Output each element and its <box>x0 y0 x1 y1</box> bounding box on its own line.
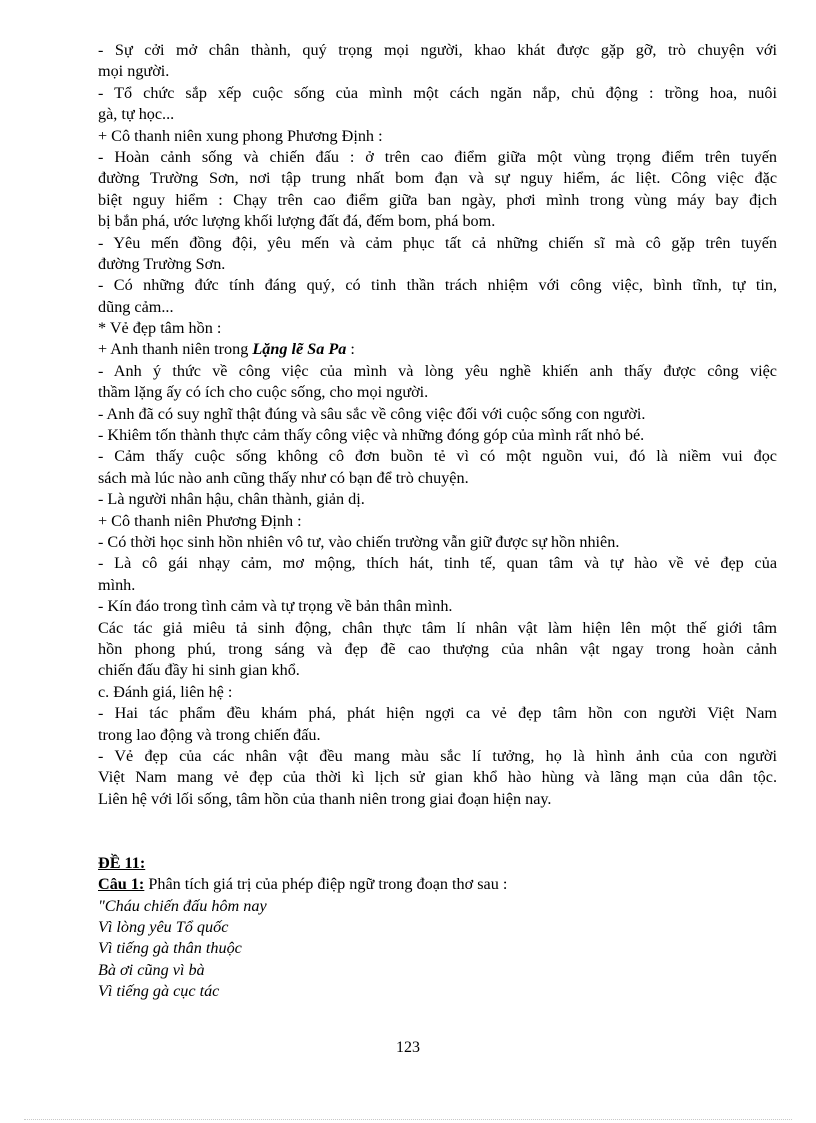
text-line-anh-thanh-nien: + Anh thanh niên trong Lặng lẽ Sa Pa : <box>98 340 355 359</box>
text-line: mọi người. <box>98 62 170 81</box>
text-line: đường Trường Sơn, nơi tập trung nhất bom đạn và sự nguy hiểm, ác liệt. Công việc đặc <box>98 169 777 188</box>
text-line: Liên hệ với lối sống, tâm hồn của thanh niên trong giai đoạn hiện nay. <box>98 789 552 808</box>
text-line: - Hai tác phẩm đều khám phá, phát hiện ngợi ca vẻ đẹp tâm hồn con người Việt Nam <box>98 704 777 723</box>
text-line: Việt Nam mang vẻ đẹp của thời kì lịch sử gian khổ hào hùng và lãng mạn của dân tộc. <box>98 768 777 787</box>
question-text: Phân tích giá trị của phép điệp ngữ trong đoạn thơ sau : <box>144 875 508 894</box>
text-line: trong lao động và trong chiến đấu. <box>98 725 321 744</box>
text-line: + Cô thanh niên xung phong Phương Định : <box>98 126 383 145</box>
section-heading: ĐỀ 11: <box>98 853 146 872</box>
blank-line <box>98 810 777 831</box>
body-paragraphs-bottom <box>98 361 777 810</box>
text-line: - Sự cởi mở chân thành, quý trọng mọi người, khao khát được gặp gỡ, trò chuyện với <box>98 41 777 59</box>
text-line: hồn phong phú, trong sáng và đẹp đẽ cao thượng của nhân vật ngay trong hoàn cảnh <box>98 639 777 658</box>
text-line: + Cô thanh niên Phương Định : <box>98 511 302 530</box>
text-line: - Vẻ đẹp của các nhân vật đều mang màu sắc lí tưởng, họ là hình ảnh của con người <box>98 746 777 765</box>
work-title: Lặng lẽ Sa Pa <box>252 340 347 359</box>
text-line: - Kín đáo trong tình cảm và tự trọng về bản thân mình. <box>98 597 453 616</box>
blank-line <box>98 831 777 852</box>
text-line: bị bắn phá, ước lượng khối lượng đất đá, đếm bom, phá bom. <box>98 212 496 231</box>
page-bottom-divider <box>24 1119 792 1120</box>
text-line: - Anh ý thức về công việc của mình và lòng yêu nghề khiến anh thấy được công việc <box>98 361 777 380</box>
body-paragraphs-top <box>98 40 777 339</box>
text-line: - Yêu mến đồng đội, yêu mến và cảm phục tất cả những chiến sĩ mà cô gặp trên tuyến <box>98 233 777 252</box>
text-line: thầm lặng ấy có ích cho cuộc sống, cho mọi người. <box>98 383 429 402</box>
text-line: - Cảm thấy cuộc sống không cô đơn buồn tẻ vì có một nguồn vui, đó là niềm vui đọc <box>98 447 777 466</box>
text-line: - Có thời học sinh hồn nhiên vô tư, vào chiến trường vẫn giữ được sự hồn nhiên. <box>98 532 620 551</box>
poem-line: Bà ơi cũng vì bà <box>98 960 205 979</box>
text-line: biệt nguy hiểm : Chạy trên cao điểm giữa ban ngày, phơi mình trong vùng máy bay địch <box>98 190 777 209</box>
text-line: - Hoàn cảnh sống và chiến đấu : ở trên cao điểm giữa một vùng trọng điểm trên tuyến <box>98 147 777 166</box>
text-line: - Anh đã có suy nghĩ thật đúng và sâu sắc về công việc đối với cuộc sống con người. <box>98 404 646 423</box>
question-line <box>98 874 777 895</box>
text-line: mình. <box>98 575 136 594</box>
poem-block <box>98 896 777 1003</box>
text-line: chiến đấu đầy hi sinh gian khổ. <box>98 661 300 680</box>
text-line: sách mà lúc nào anh cũng thấy như có bạn để trò chuyện. <box>98 468 469 487</box>
text-line: - Tổ chức sắp xếp cuộc sống của mình một cách ngăn nắp, chủ động : trồng hoa, nuôi <box>98 83 777 102</box>
text-line: đường Trường Sơn. <box>98 254 226 273</box>
text-line: - Là cô gái nhạy cảm, mơ mộng, thích hát, tinh tế, quan tâm và tự hào về vẻ đẹp của <box>98 554 777 573</box>
poem-line: "Cháu chiến đấu hôm nay <box>98 896 267 915</box>
text-line: - Là người nhân hậu, chân thành, giản dị. <box>98 490 365 509</box>
poem-line: Vì tiếng gà cục tác <box>98 982 220 1001</box>
page-content <box>98 40 777 1003</box>
text-line: - Có những đức tính đáng quý, có tinh thần trách nhiệm với công việc, bình tĩnh, tự tin, <box>98 276 777 295</box>
text-line: gà, tự học... <box>98 105 175 124</box>
question-label: Câu 1: <box>98 875 145 894</box>
text-line: * Vẻ đẹp tâm hồn : <box>98 319 222 338</box>
text-line: - Khiêm tốn thành thực cảm thấy công việc và những đóng góp của mình rất nhỏ bé. <box>98 426 645 445</box>
text-line: Các tác giả miêu tả sinh động, chân thực tâm lí nhân vật làm hiện lên một thế giới tâm <box>98 618 777 637</box>
poem-line: Vì tiếng gà thân thuộc <box>98 939 242 958</box>
text-line: c. Đánh giá, liên hệ : <box>98 682 233 701</box>
text-line: dũng cảm... <box>98 297 174 316</box>
poem-line: Vì lòng yêu Tổ quốc <box>98 918 229 937</box>
page-number: 123 <box>396 1039 420 1056</box>
